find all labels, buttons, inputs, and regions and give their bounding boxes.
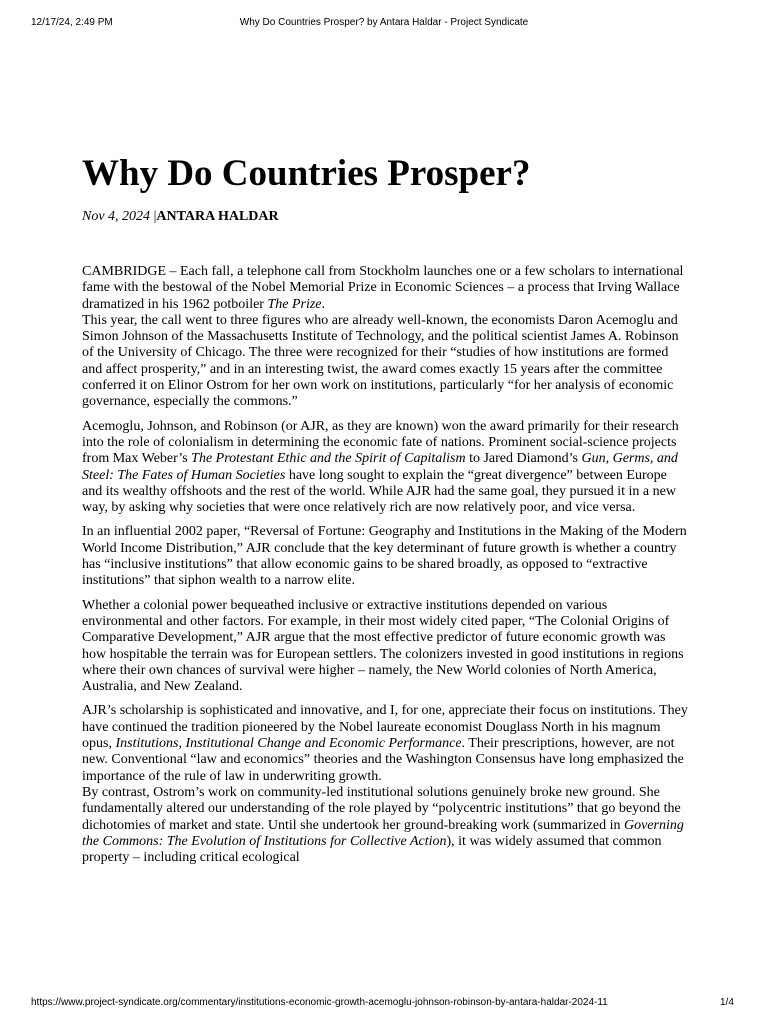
- paragraph-text: Whether a colonial power bequeathed inclusive or extractive institutions depended on various environmental and other factors. For example, in their most widely cited paper, “The Colonial Origins of Comparative Development,” AJR argue that the most effective predictor of future economic growth was how hospitable the terrain was for European settlers. The colonizers invested in good institutions in regions where their own chances of survival were higher – namely, the New World colonies of North America, Australia, and New Zealand.: [82, 597, 684, 695]
- paragraph-text: .: [321, 296, 326, 312]
- paragraph-text: AJR’s scholarship is sophisticated and innovative, and I, for one, appreciate their focus on institutions. They have continued the tradition pioneered by the Nobel laureate economist Douglass North in his magnum opus,: [82, 703, 688, 752]
- paragraph-text: have long sought to explain the “great divergence” between Europe and its wealthy offshoots and the rest of the world. While AJR had the same goal, they pursued it in a new way, by asking why societies that were once relatively rich are now relatively poor, and vice versa.: [82, 467, 676, 516]
- paragraph-text: to Jared Diamond’s: [465, 451, 582, 467]
- book-title: Governing the Commons: The Evolution of Institutions for Collective Action: [82, 817, 684, 849]
- paragraph-text: CAMBRIDGE – Each fall, a telephone call from Stockholm launches one or a few scholars to international fame with the bestowal of the Nobel Memorial Prize in Economic Sciences – a process that Irving Wallace dramatized in his 1962 potboiler: [82, 264, 684, 312]
- paragraph-text: This year, the call went to three figures who are already well-known, the economists Daron Acemoglu and Simon Johnson of the Massachusetts Institute of Technology, and the political scientist James A. Robinson of the University of Chicago. The three were recognized for their “studies of how institutions are formed and affect prosperity,” and in an interesting twist, the award comes exactly 15 years after the committee conferred it on Elinor Ostrom for her own work on institutions, particularly “for her analysis of economic governance, especially the commons.”: [82, 312, 679, 410]
- book-title: Institutions, Institutional Change and Economic Performance: [115, 736, 462, 752]
- byline-separator: |: [153, 209, 157, 224]
- page-number: 1/4: [720, 997, 734, 1008]
- paragraph-6: [82, 703, 688, 784]
- paragraph-4: [82, 524, 688, 589]
- paragraph-3: [82, 419, 688, 517]
- article-body: [82, 264, 688, 874]
- author-link[interactable]: ANTARA HALDAR: [156, 209, 279, 224]
- paragraph-text: ), it was widely assumed that common property – including critical ecological: [82, 833, 662, 866]
- paragraph-text: Acemoglu, Johnson, and Robinson (or AJR, as they are known) won the award primarily for their research into the role of colonialism in determining the economic fate of nations. Prominent social-science projects from Max Weber’s: [82, 418, 679, 467]
- book-title: Gun, Germs, and Steel: The Fates of Human Societies: [82, 451, 678, 483]
- paragraph-text: . Their prescriptions, however, are not new. Conventional “law and economics” theories and the Washington Consensus have long emphasized the importance of the rule of law in underwriting growth.: [82, 736, 684, 784]
- paragraph-text: In an influential 2002 paper, “Reversal of Fortune: Geography and Institutions in the Making of the Modern World Income Distribution,” AJR conclude that the key determinant of future growth is whether a country has “inclusive institutions” that allow economic gains to be shared broadly, as opposed to “extractive institutions” that siphon wealth to a narrow elite.: [82, 524, 687, 589]
- article-date: Nov 4, 2024: [82, 209, 151, 224]
- print-page-title: Why Do Countries Prosper? by Antara Haldar - Project Syndicate: [239, 17, 529, 28]
- paragraph-text: By contrast, Ostrom’s work on community-led institutional solutions genuinely broke new ground. She fundamentally altered our understanding of the role played by “polycentric institutions” that go beyond the dichotomies of market and state. Until she undertook her ground-breaking work (summarized in: [82, 784, 681, 833]
- print-url: https://www.project-syndicate.org/commentary/institutions-economic-growth-acemoglu-johnson-robinson-by-antara-haldar-2024-11: [31, 997, 608, 1008]
- book-title: The Protestant Ethic and the Spirit of Capitalism: [191, 451, 466, 467]
- paragraph-5: [82, 598, 688, 696]
- print-datetime: 12/17/24, 2:49 PM: [31, 17, 113, 28]
- article-title: Why Do Countries Prosper?: [82, 153, 531, 194]
- paragraph-7: [82, 785, 688, 866]
- paragraph-2: [82, 313, 688, 411]
- paragraph-1: [82, 264, 688, 313]
- byline: [82, 209, 279, 225]
- book-title: The Prize: [267, 296, 322, 312]
